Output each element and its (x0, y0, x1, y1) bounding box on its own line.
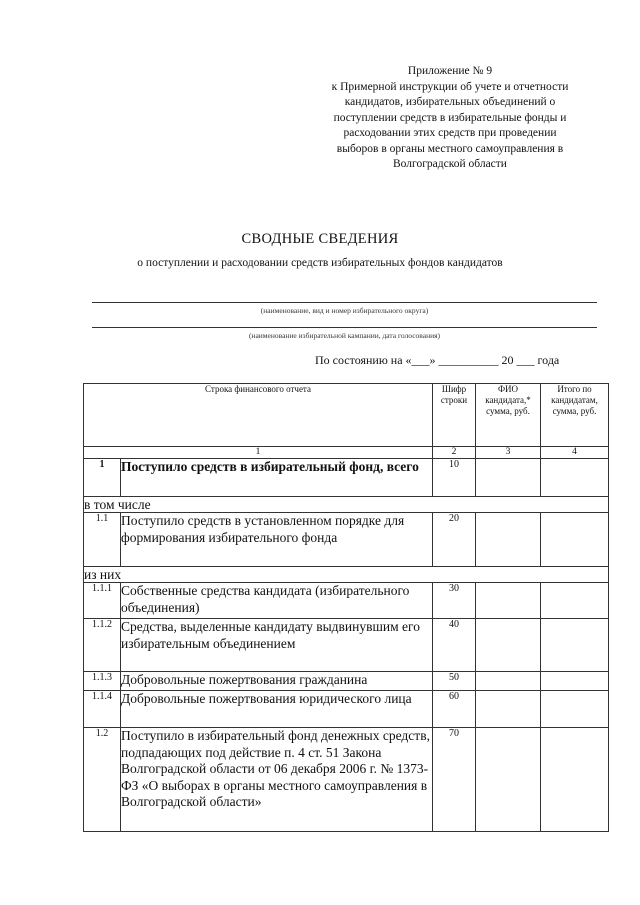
table-row (84, 619, 609, 672)
total-amount-cell[interactable] (541, 459, 609, 497)
row-number: 1.1.2 (84, 619, 121, 672)
row-text: Средства, выделенные кандидату выдвинувшим его избирательным объединением (121, 619, 433, 672)
appendix-line: расходовании этих средств при проведении (343, 127, 557, 139)
table-row (84, 513, 609, 567)
row-text: Поступило средств в установленном порядке для формирования избирательного фонда (121, 513, 433, 567)
candidate-amount-cell[interactable] (476, 513, 541, 567)
status-date-line: По состоянию на «___» __________ 20 ___ года (315, 353, 560, 367)
total-amount-cell[interactable] (541, 691, 609, 728)
total-amount-cell[interactable] (541, 619, 609, 672)
appendix-line: выборов в органы местного самоуправления в (336, 142, 564, 155)
row-code: 70 (433, 728, 476, 832)
column-number: 2 (433, 447, 476, 459)
appendix-line: Волгоградской области (393, 158, 507, 170)
district-caption: (наименование, вид и номер избирательного округа) (260, 306, 429, 315)
header-row-line: Строка финансового отчета (84, 384, 433, 447)
appendix-line: Приложение № 9 (407, 65, 493, 77)
total-amount-cell[interactable] (541, 513, 609, 567)
row-text: Поступило в избирательный фонд денежных средств, подпадающих под действие п. 4 ст. 51 Закона Волгоградской области от 06 декабря 2006 г. № 1373-ФЗ «О выборах в органы местного самоуправления в Волгоградской области» (121, 728, 433, 832)
table-row (84, 497, 609, 513)
appendix-line: поступлении средств в избирательные фонды и (333, 111, 567, 124)
column-number: 1 (84, 447, 433, 459)
appendix-line: кандидатов, избирательных объединений о (344, 96, 556, 108)
report-table (83, 383, 609, 832)
row-code: 40 (433, 619, 476, 672)
candidate-amount-cell[interactable] (476, 691, 541, 728)
row-number: 1.1 (84, 513, 121, 567)
campaign-fill-line[interactable] (92, 327, 597, 328)
column-number: 3 (476, 447, 541, 459)
row-code: 60 (433, 691, 476, 728)
row-code: 20 (433, 513, 476, 567)
row-number: 1 (84, 459, 121, 497)
total-amount-cell[interactable] (541, 672, 609, 691)
column-number-row (84, 447, 609, 459)
row-text: Добровольные пожертвования юридического лица (121, 691, 433, 728)
document-title: СВОДНЫЕ СВЕДЕНИЯ (241, 231, 399, 247)
row-number: 1.1.4 (84, 691, 121, 728)
row-number: 1.2 (84, 728, 121, 832)
candidate-amount-cell[interactable] (476, 619, 541, 672)
document-subtitle: о поступлении и расходовании средств избирательных фондов кандидатов (137, 257, 503, 269)
table-row (84, 672, 609, 691)
candidate-amount-cell[interactable] (476, 459, 541, 497)
table-row (84, 583, 609, 619)
row-code: 10 (433, 459, 476, 497)
row-code: 50 (433, 672, 476, 691)
total-amount-cell[interactable] (541, 728, 609, 832)
appendix-block (300, 64, 600, 173)
section-label: из них (84, 567, 609, 583)
table-row (84, 691, 609, 728)
total-amount-cell[interactable] (541, 583, 609, 619)
candidate-amount-cell[interactable] (476, 728, 541, 832)
table-row (84, 728, 609, 832)
appendix-line: к Примерной инструкции об учете и отчетности (331, 80, 569, 93)
table-row (84, 567, 609, 583)
row-code: 30 (433, 583, 476, 619)
header-candidate: ФИО кандидата,* сумма, руб. (476, 384, 541, 447)
row-text: Собственные средства кандидата (избирательного объединения) (121, 583, 433, 619)
table-row (84, 459, 609, 497)
header-total: Итого по кандидатам, сумма, руб. (541, 384, 609, 447)
row-number: 1.1.1 (84, 583, 121, 619)
header-code: Шифр строки (433, 384, 476, 447)
candidate-amount-cell[interactable] (476, 672, 541, 691)
row-text: Поступило средств в избирательный фонд, всего (121, 459, 433, 497)
table-header-row (84, 384, 609, 447)
district-fill-line[interactable] (92, 302, 597, 303)
row-text: Добровольные пожертвования гражданина (121, 672, 433, 691)
column-number: 4 (541, 447, 609, 459)
row-number: 1.1.3 (84, 672, 121, 691)
section-label: в том числе (84, 497, 609, 513)
campaign-caption: (наименование избирательной кампании, дата голосования) (248, 331, 441, 340)
candidate-amount-cell[interactable] (476, 583, 541, 619)
